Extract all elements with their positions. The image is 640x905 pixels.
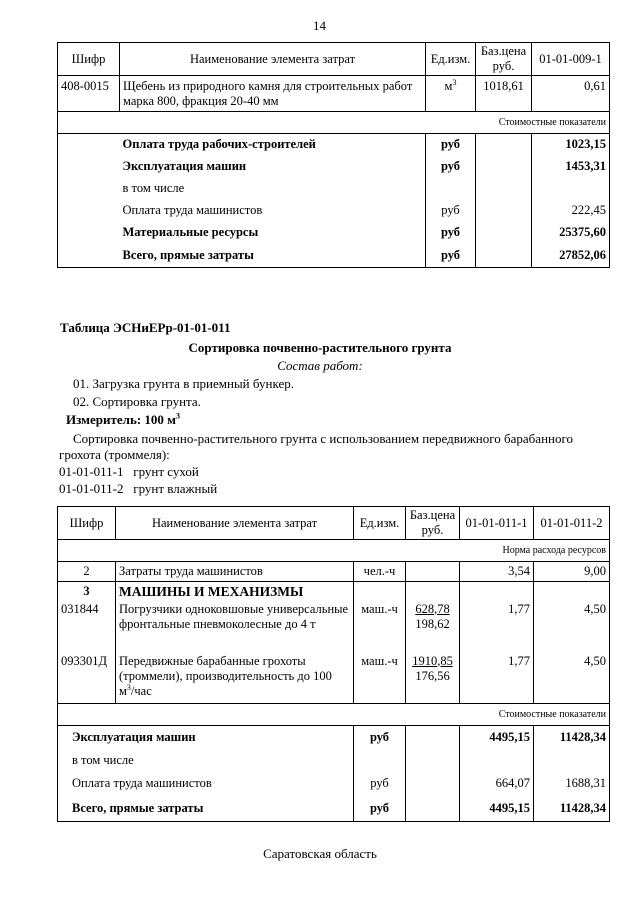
material-name: Щебень из природного камня для строительных работ марка 800, фракция 20-40 мм (120, 76, 426, 112)
section-heading: Сортировка почвенно-растительного грунта (188, 340, 452, 355)
description-line-1: Сортировка почвенно-растительного грунта с использованием передвижного барабанного (73, 431, 573, 446)
cost-row-name: в том числе (58, 750, 354, 772)
machine-value-2: 4,50 (534, 602, 610, 654)
header-col1: 01-01-009-1 (532, 43, 610, 76)
cost-row-value-2: 11428,34 (534, 796, 610, 822)
material-code: 408-0015 (58, 76, 120, 112)
cost-row-unit: руб (426, 134, 476, 156)
page-number: 14 (313, 18, 326, 33)
material-price: 1018,61 (476, 76, 532, 112)
machine-unit: маш.-ч (354, 602, 406, 654)
cost-row-name: Материальные ресурсы (120, 222, 426, 244)
machine-value-1: 1,77 (460, 602, 534, 654)
meter-label: Измеритель: 100 $м^3$ (66, 411, 181, 427)
labor-code: 2 (58, 562, 116, 582)
material-value: 0,61 (532, 76, 610, 112)
table-title: Таблица ЭСНиЕРр-01-01-011 (60, 320, 231, 335)
cost-table-2 (57, 506, 610, 822)
machine-value-1: 1,77 (460, 654, 534, 704)
cost-row-unit: руб (426, 222, 476, 244)
machine-code: 093301Д (58, 654, 116, 704)
header-col2: 01-01-011-2 (534, 507, 610, 540)
cost-row-name: Всего, прямые затраты (120, 244, 426, 268)
machine-name: Погрузчики одноковшовые универсальные фронтальные пневмоколесные до 4 т (116, 602, 354, 654)
machine-name: Передвижные барабанные грохоты (троммели), производительность до 100 $м^3$/час (116, 654, 354, 704)
cost-row-unit: руб (354, 796, 406, 822)
header-unit: Ед.изм. (426, 43, 476, 76)
header-name: Наименование элемента затрат (116, 507, 354, 540)
header-price: Баз.цена руб. (476, 43, 532, 76)
header-price: Баз.цена руб. (406, 507, 460, 540)
machines-code: 3 (58, 582, 116, 602)
machine-unit: маш.-ч (354, 654, 406, 704)
labor-unit: чел.-ч (354, 562, 406, 582)
section-label: Стоимостные показатели (58, 112, 610, 134)
machines-heading: МАШИНЫ И МЕХАНИЗМЫ (116, 582, 354, 602)
cost-row-name: Эксплуатация машин (58, 726, 354, 750)
page-footer: Саратовская область (263, 846, 377, 861)
cost-row-name: Оплата труда машинистов (120, 200, 426, 222)
cost-row-value: 25375,60 (532, 222, 610, 244)
cost-row-name: Оплата труда машинистов (58, 772, 354, 796)
section-label: Стоимостные показатели (58, 704, 610, 726)
header-code: Шифр (58, 43, 120, 76)
material-unit: $м^3$ (426, 76, 476, 112)
cost-row-unit: руб (426, 244, 476, 268)
header-name: Наименование элемента затрат (120, 43, 426, 76)
cost-row-name: Оплата труда рабочих-строителей (120, 134, 426, 156)
cost-row-value-1: 4495,15 (460, 726, 534, 750)
cost-row-value-2: 11428,34 (534, 726, 610, 750)
norm-label: Норма расхода ресурсов (58, 540, 610, 562)
cost-row-name: Всего, прямые затраты (58, 796, 354, 822)
cost-row-value: 1453,31 (532, 156, 610, 178)
labor-name: Затраты труда машинистов (116, 562, 354, 582)
work-step-1: 01. Загрузка грунта в приемный бункер. (73, 376, 294, 391)
header-col1: 01-01-011-1 (460, 507, 534, 540)
cost-row-unit: руб (426, 200, 476, 222)
description-line-2: грохота (троммеля): (59, 447, 170, 462)
cost-table-1 (57, 42, 610, 268)
cost-row-value-1: 664,07 (460, 772, 534, 796)
composition-label: Состав работ: (277, 358, 363, 373)
machine-price: 628,78 198,62 (406, 602, 460, 654)
cost-row-value-2: 1688,31 (534, 772, 610, 796)
machine-code: 031844 (58, 602, 116, 654)
cost-row-name: Эксплуатация машин (120, 156, 426, 178)
cost-row-name: в том числе (120, 178, 426, 200)
work-step-2: 02. Сортировка грунта. (73, 394, 201, 409)
cost-row-value: 222,45 (532, 200, 610, 222)
cost-row-value: 1023,15 (532, 134, 610, 156)
cost-row-unit: руб (426, 156, 476, 178)
header-unit: Ед.изм. (354, 507, 406, 540)
variant-2: 01-01-011-2 грунт влажный (59, 481, 218, 496)
machine-value-2: 4,50 (534, 654, 610, 704)
header-code: Шифр (58, 507, 116, 540)
labor-value-1: 3,54 (460, 562, 534, 582)
cost-row-unit: руб (354, 772, 406, 796)
cost-row-unit: руб (354, 726, 406, 750)
cost-row-value-1: 4495,15 (460, 796, 534, 822)
machine-price: 1910,85 176,56 (406, 654, 460, 704)
variant-1: 01-01-011-1 грунт сухой (59, 464, 199, 479)
labor-value-2: 9,00 (534, 562, 610, 582)
cost-row-value: 27852,06 (532, 244, 610, 268)
